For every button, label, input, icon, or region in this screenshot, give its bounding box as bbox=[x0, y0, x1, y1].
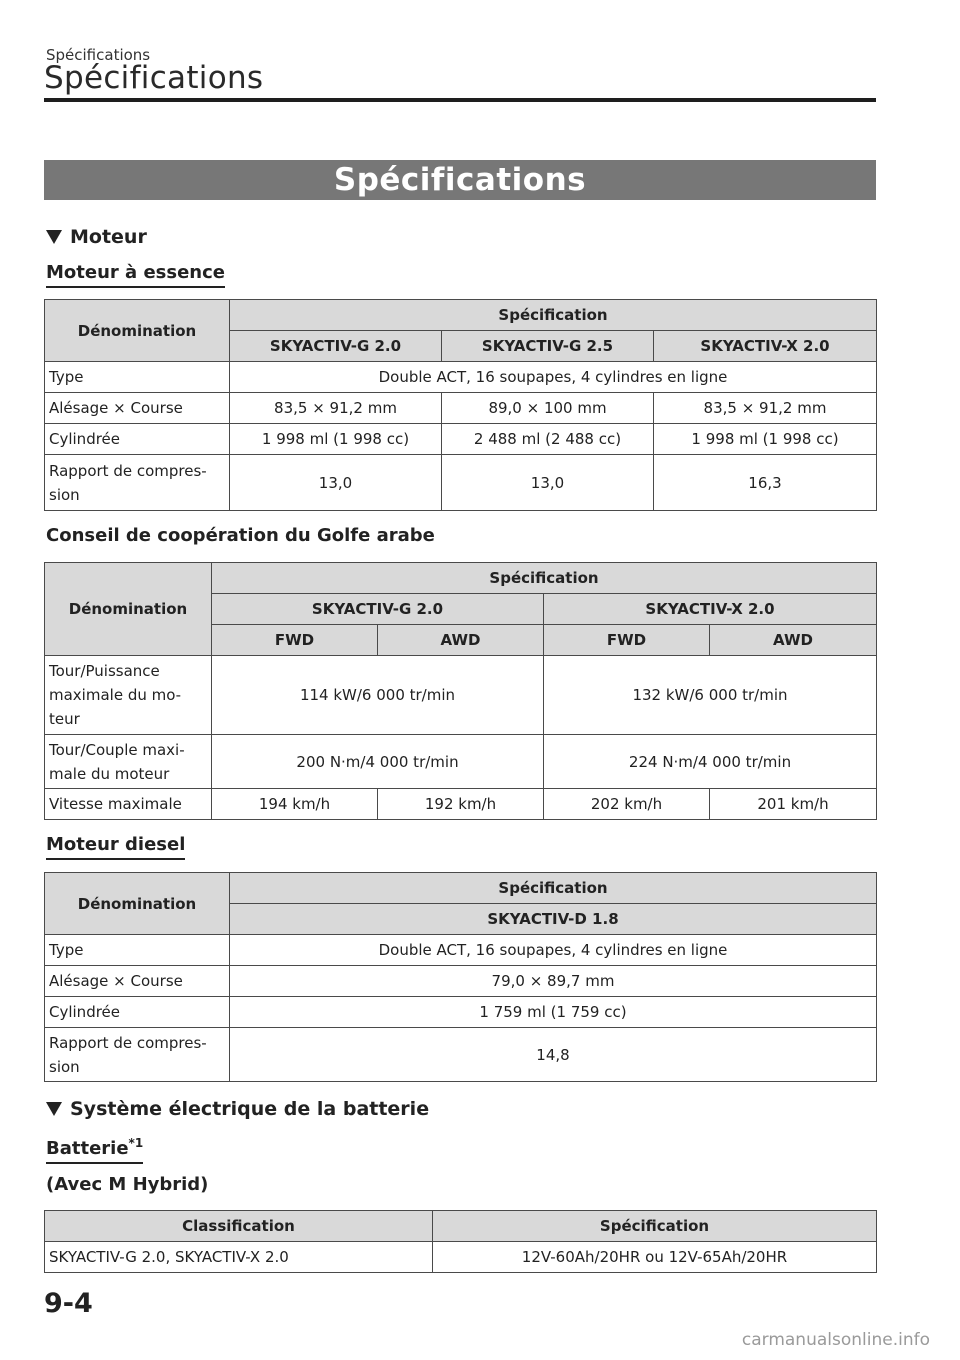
cell-value: 89,0 × 100 mm bbox=[442, 393, 654, 424]
subheading-m-hybrid: (Avec M Hybrid) bbox=[46, 1174, 209, 1195]
subheading-battery bbox=[46, 1136, 143, 1164]
petrol-spec-table bbox=[44, 299, 877, 511]
cell-value: 1 759 ml (1 759 cc) bbox=[230, 997, 877, 1028]
table-row bbox=[45, 455, 877, 511]
section-heading-engine-label: Moteur bbox=[70, 226, 147, 248]
diesel-spec-table bbox=[44, 872, 877, 1082]
cell-value: 83,5 × 91,2 mm bbox=[654, 393, 877, 424]
row-label: Cylindrée bbox=[45, 997, 230, 1028]
cell-value: 224 N·m/4 000 tr/min bbox=[544, 735, 877, 789]
row-label: Tour/Puissance maximale du mo-teur bbox=[45, 656, 212, 735]
row-label: Alésage × Course bbox=[45, 966, 230, 997]
page-title: Spécifications bbox=[44, 60, 264, 96]
battery-label: Batterie bbox=[46, 1138, 129, 1159]
table-row bbox=[45, 789, 877, 820]
breadcrumb: Spécifications bbox=[46, 46, 151, 64]
column-header-name: Dénomination bbox=[45, 873, 230, 935]
cell-value: Double ACT, 16 soupapes, 4 cylindres en ligne bbox=[230, 362, 877, 393]
section-heading-electrical bbox=[46, 1098, 429, 1120]
row-label: Cylindrée bbox=[45, 424, 230, 455]
model-header: SKYACTIV-G 2.5 bbox=[442, 331, 654, 362]
subheading-petrol: Moteur à essence bbox=[46, 262, 225, 288]
column-header-spec: Spécification bbox=[230, 873, 877, 904]
column-header-spec: Spécification bbox=[433, 1211, 877, 1242]
row-label: SKYACTIV-G 2.0, SKYACTIV-X 2.0 bbox=[45, 1242, 433, 1273]
model-header: SKYACTIV-G 2.0 bbox=[212, 594, 544, 625]
subheading-gcc: Conseil de coopération du Golfe arabe bbox=[46, 525, 435, 546]
column-header-name: Dénomination bbox=[45, 300, 230, 362]
drive-header: AWD bbox=[710, 625, 877, 656]
cell-value: 2 488 ml (2 488 cc) bbox=[442, 424, 654, 455]
row-label: Type bbox=[45, 935, 230, 966]
cell-value: 83,5 × 91,2 mm bbox=[230, 393, 442, 424]
section-heading-electrical-label: Système électrique de la batterie bbox=[70, 1098, 430, 1120]
table-row bbox=[45, 424, 877, 455]
model-header: SKYACTIV-D 1.8 bbox=[230, 904, 877, 935]
cell-value: 192 km/h bbox=[378, 789, 544, 820]
table-row bbox=[45, 362, 877, 393]
table-row bbox=[45, 656, 877, 735]
cell-value: 13,0 bbox=[230, 455, 442, 511]
column-header-spec: Spécification bbox=[230, 300, 877, 331]
row-label: Tour/Couple maxi-male du moteur bbox=[45, 735, 212, 789]
model-header: SKYACTIV-G 2.0 bbox=[230, 331, 442, 362]
row-label: Type bbox=[45, 362, 230, 393]
header-divider bbox=[44, 98, 876, 102]
cell-value: 13,0 bbox=[442, 455, 654, 511]
table-row bbox=[45, 966, 877, 997]
subheading-diesel: Moteur diesel bbox=[46, 834, 185, 860]
drive-header: FWD bbox=[544, 625, 710, 656]
table-row bbox=[45, 1242, 877, 1273]
table-row bbox=[45, 393, 877, 424]
row-label: Rapport de compres-sion bbox=[45, 1028, 230, 1082]
row-label: Vitesse maximale bbox=[45, 789, 212, 820]
column-header-class: Classification bbox=[45, 1211, 433, 1242]
cell-value: 12V-60Ah/20HR ou 12V-65Ah/20HR bbox=[433, 1242, 877, 1273]
row-label: Rapport de compres-sion bbox=[45, 455, 230, 511]
cell-value: Double ACT, 16 soupapes, 4 cylindres en ligne bbox=[230, 935, 877, 966]
triangle-down-icon bbox=[46, 230, 62, 244]
model-header: SKYACTIV-X 2.0 bbox=[654, 331, 877, 362]
section-banner: Spécifications bbox=[44, 160, 876, 200]
gcc-spec-table bbox=[44, 562, 877, 820]
section-heading-engine bbox=[46, 226, 147, 248]
cell-value: 1 998 ml (1 998 cc) bbox=[230, 424, 442, 455]
column-header-spec: Spécification bbox=[212, 563, 877, 594]
cell-value: 202 km/h bbox=[544, 789, 710, 820]
page-number: 9-4 bbox=[44, 1288, 93, 1319]
row-label: Alésage × Course bbox=[45, 393, 230, 424]
cell-value: 200 N·m/4 000 tr/min bbox=[212, 735, 544, 789]
cell-value: 132 kW/6 000 tr/min bbox=[544, 656, 877, 735]
table-row bbox=[45, 935, 877, 966]
cell-value: 16,3 bbox=[654, 455, 877, 511]
footnote-mark: *1 bbox=[128, 1136, 144, 1150]
drive-header: AWD bbox=[378, 625, 544, 656]
column-header-name: Dénomination bbox=[45, 563, 212, 656]
table-row bbox=[45, 735, 877, 789]
battery-spec-table bbox=[44, 1210, 877, 1273]
cell-value: 114 kW/6 000 tr/min bbox=[212, 656, 544, 735]
table-row bbox=[45, 1028, 877, 1082]
drive-header: FWD bbox=[212, 625, 378, 656]
cell-value: 14,8 bbox=[230, 1028, 877, 1082]
triangle-down-icon bbox=[46, 1102, 62, 1116]
watermark: carmanualsonline.info bbox=[741, 1330, 930, 1350]
table-row bbox=[45, 997, 877, 1028]
cell-value: 1 998 ml (1 998 cc) bbox=[654, 424, 877, 455]
cell-value: 194 km/h bbox=[212, 789, 378, 820]
model-header: SKYACTIV-X 2.0 bbox=[544, 594, 877, 625]
cell-value: 79,0 × 89,7 mm bbox=[230, 966, 877, 997]
cell-value: 201 km/h bbox=[710, 789, 877, 820]
